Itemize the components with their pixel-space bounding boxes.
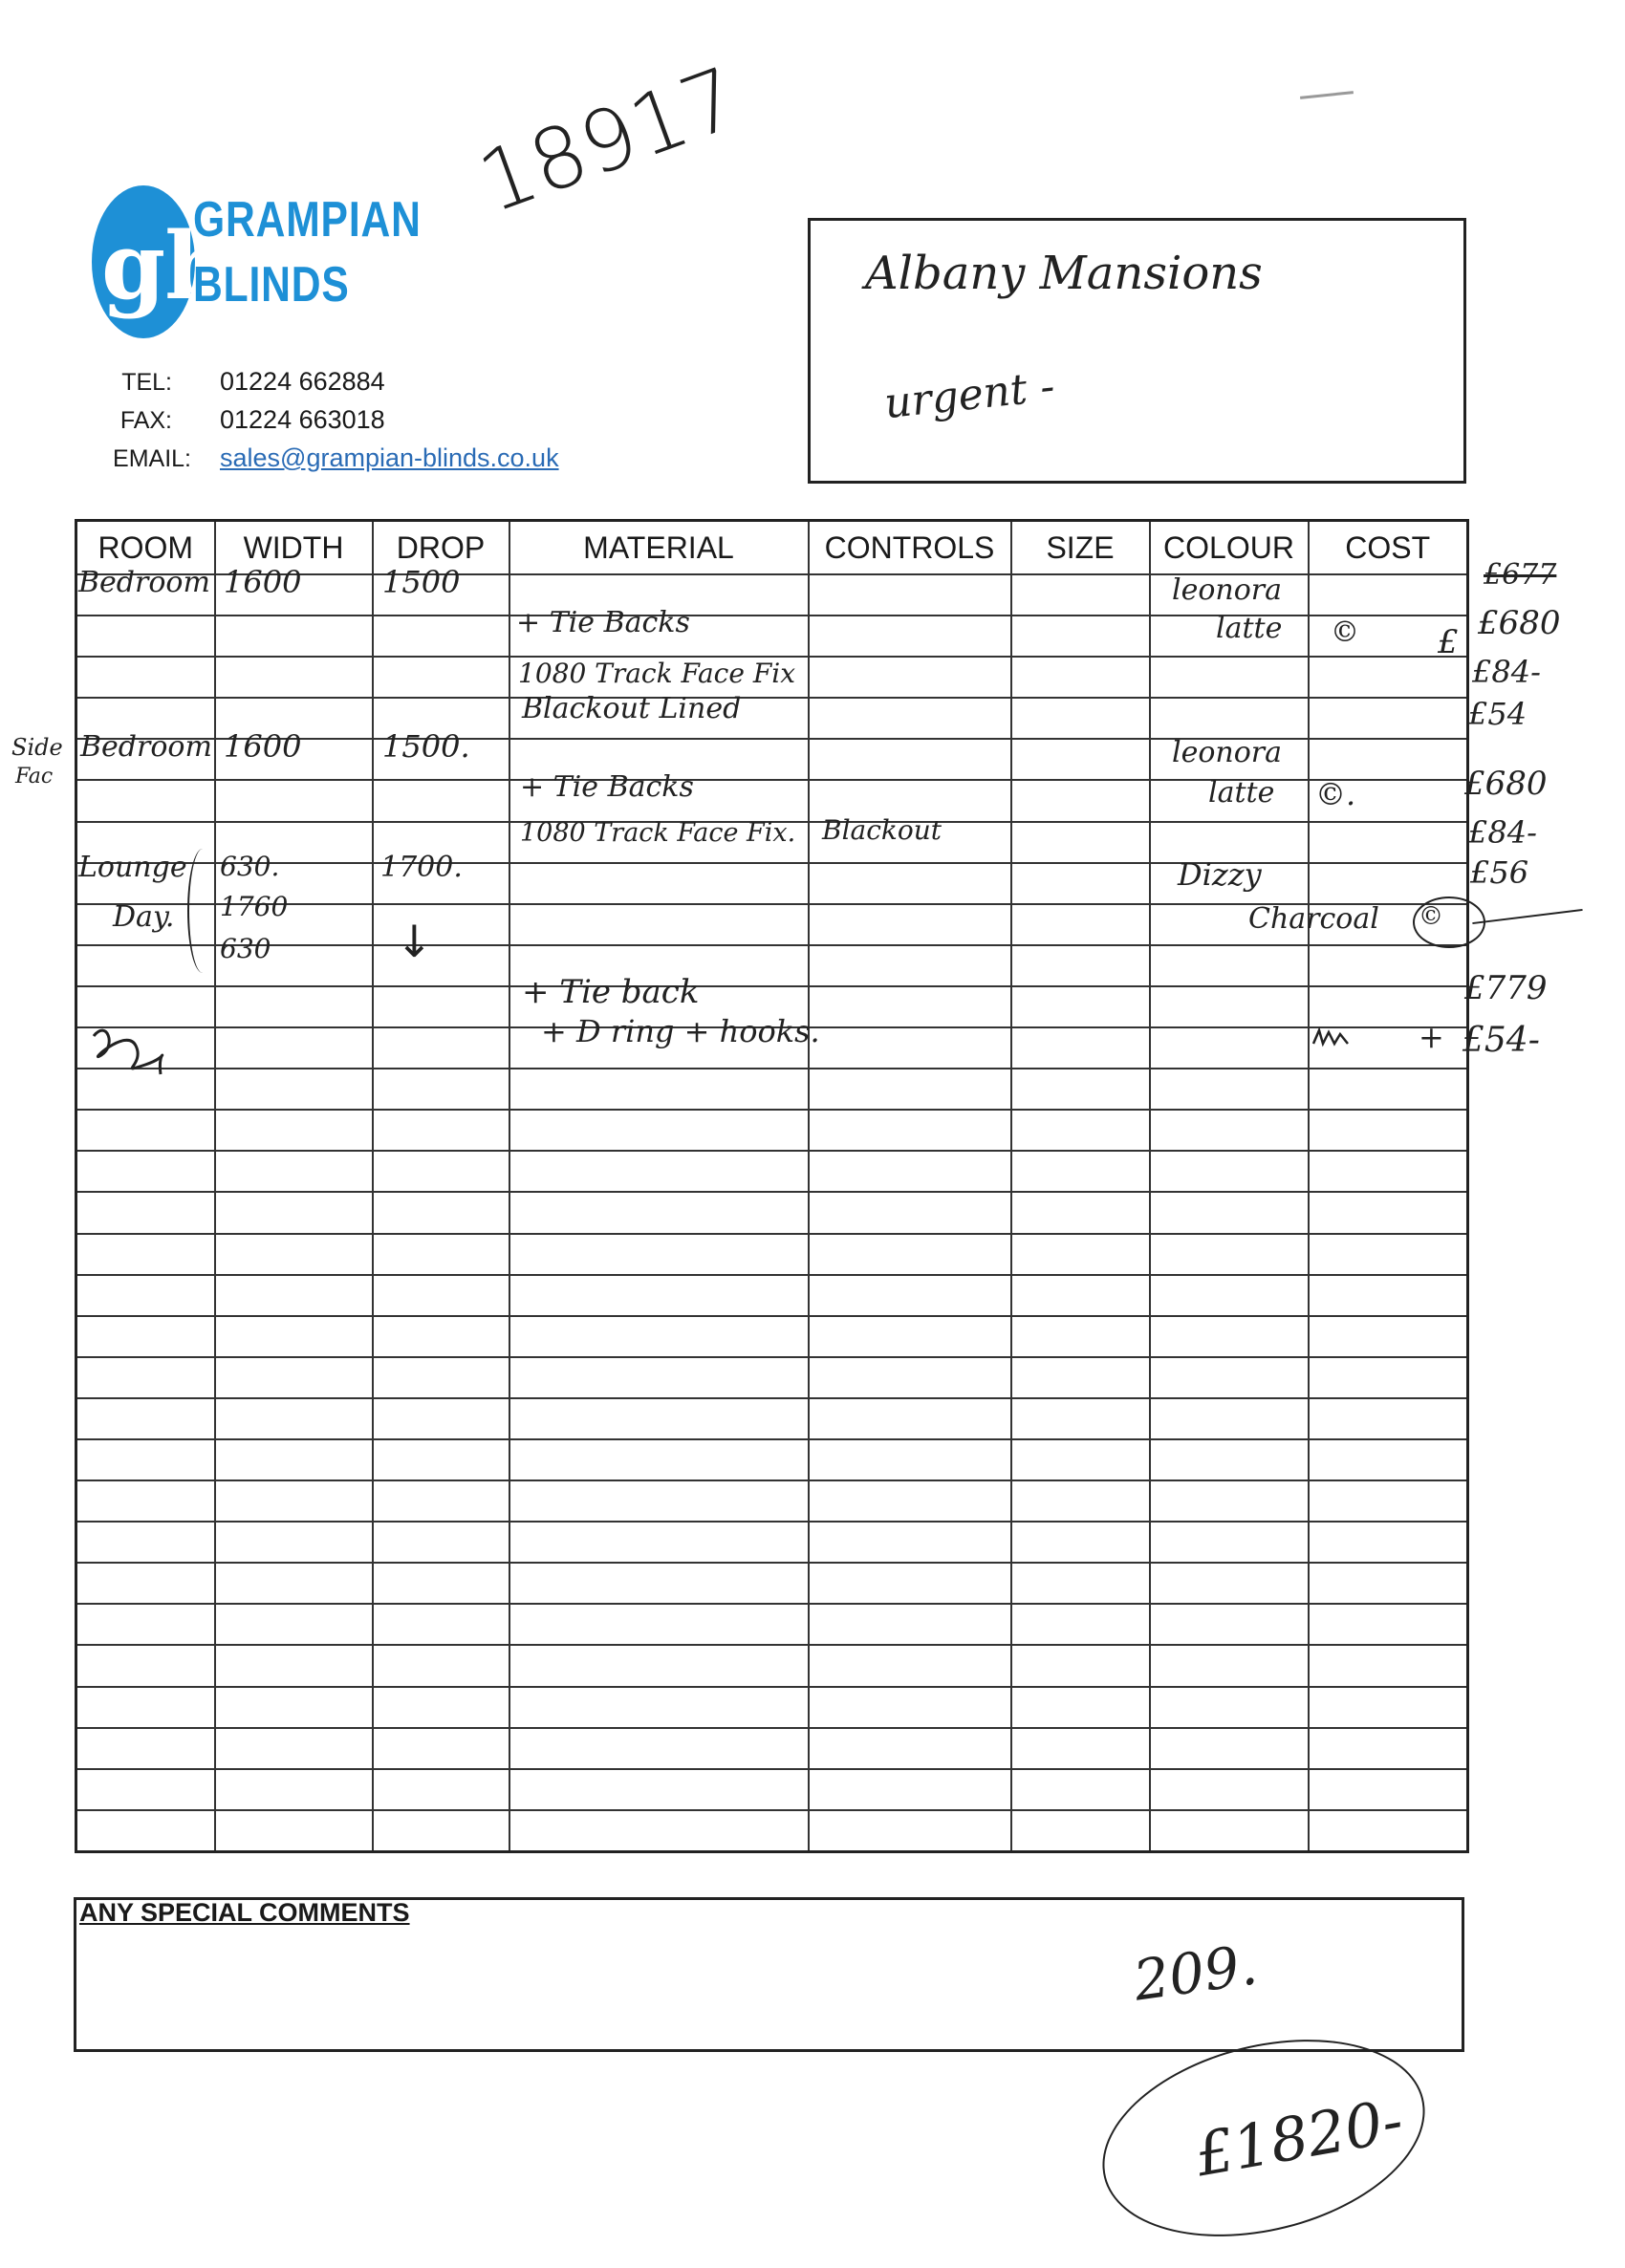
table-cell xyxy=(809,698,1011,739)
table-cell xyxy=(373,1316,509,1357)
table-cell xyxy=(1011,1110,1150,1151)
table-cell xyxy=(809,1604,1011,1645)
table-cell xyxy=(809,904,1011,945)
row9-width: 1760 xyxy=(220,891,289,922)
table-cell xyxy=(809,1563,1011,1604)
row5-drop: 1500. xyxy=(382,728,470,765)
table-cell xyxy=(1011,1687,1150,1728)
table-cell xyxy=(215,1439,373,1480)
table-cell xyxy=(1150,1810,1309,1852)
table-cell xyxy=(76,1480,215,1522)
table-cell xyxy=(1011,1069,1150,1110)
table-cell xyxy=(76,1398,215,1439)
table-cell xyxy=(1150,1563,1309,1604)
table-cell xyxy=(215,1728,373,1769)
table-cell xyxy=(809,1439,1011,1480)
table-row xyxy=(76,945,1468,986)
table-cell xyxy=(1011,1728,1150,1769)
table-cell xyxy=(809,1480,1011,1522)
table-cell xyxy=(215,1563,373,1604)
table-row xyxy=(76,1645,1468,1686)
row8-room: Lounge xyxy=(78,851,187,884)
table-cell xyxy=(509,1687,809,1728)
row5-room: Bedroom xyxy=(80,730,212,764)
table-cell xyxy=(215,657,373,698)
row10-width: 630 xyxy=(220,933,271,964)
charcoal-strike-line xyxy=(1472,909,1582,924)
table-row xyxy=(76,1275,1468,1316)
table-cell xyxy=(1309,822,1468,863)
table-row xyxy=(76,1110,1468,1151)
scribble-icon xyxy=(88,1017,164,1084)
table-cell xyxy=(509,1069,809,1110)
row6-cost: ©. xyxy=(1315,776,1356,812)
table-cell xyxy=(373,1769,509,1810)
table-cell xyxy=(76,1234,215,1275)
row9-room: Day. xyxy=(113,900,175,934)
table-cell xyxy=(809,739,1011,780)
table-cell xyxy=(509,1480,809,1522)
table-cell xyxy=(1309,1439,1468,1480)
header-drop: DROP xyxy=(373,521,509,575)
table-cell xyxy=(809,616,1011,657)
table-cell xyxy=(1150,1357,1309,1398)
table-cell xyxy=(1309,1069,1468,1110)
fax-label: FAX: xyxy=(119,407,172,434)
row7-controls: Blackout xyxy=(822,814,942,846)
table-cell xyxy=(215,1192,373,1233)
table-cell xyxy=(1309,1522,1468,1563)
header-cost: COST xyxy=(1309,521,1468,575)
table-cell xyxy=(215,1687,373,1728)
drop-arrow: ↓ xyxy=(396,916,433,967)
table-cell xyxy=(1011,1522,1150,1563)
side-note-line1: Side xyxy=(11,734,63,761)
table-cell xyxy=(373,1357,509,1398)
table-cell xyxy=(1150,1316,1309,1357)
row1-drop: 1500 xyxy=(382,564,461,600)
table-cell xyxy=(1309,1728,1468,1769)
table-row xyxy=(76,1316,1468,1357)
table-cell xyxy=(1150,1728,1309,1769)
table-cell xyxy=(1309,945,1468,986)
table-cell xyxy=(809,1192,1011,1233)
table-cell xyxy=(509,1357,809,1398)
table-cell xyxy=(1011,1645,1150,1686)
header-controls: CONTROLS xyxy=(809,521,1011,575)
table-cell xyxy=(1011,945,1150,986)
table-cell xyxy=(1150,698,1309,739)
table-cell xyxy=(215,1357,373,1398)
header-colour: COLOUR xyxy=(1150,521,1309,575)
table-cell xyxy=(1309,1151,1468,1192)
table-cell xyxy=(809,1687,1011,1728)
table-cell xyxy=(373,657,509,698)
table-cell xyxy=(215,1234,373,1275)
header-size: SIZE xyxy=(1011,521,1150,575)
table-cell xyxy=(1150,1480,1309,1522)
address-line2: urgent - xyxy=(881,361,1057,429)
table-cell xyxy=(215,1275,373,1316)
table-row xyxy=(76,1192,1468,1233)
table-cell xyxy=(809,1316,1011,1357)
fax-value: 01224 663018 xyxy=(220,405,385,434)
table-cell xyxy=(809,945,1011,986)
table-cell xyxy=(373,1563,509,1604)
table-cell xyxy=(373,1810,509,1852)
table-cell xyxy=(1011,863,1150,904)
table-cell xyxy=(1309,1480,1468,1522)
table-cell xyxy=(1309,574,1468,616)
table-cell xyxy=(509,1522,809,1563)
row7-material: 1080 Track Face Fix. xyxy=(520,818,796,848)
table-cell xyxy=(76,1604,215,1645)
table-row xyxy=(76,1563,1468,1604)
table-cell xyxy=(373,1480,509,1522)
table-row xyxy=(76,1769,1468,1810)
row5-colour: leonora xyxy=(1172,736,1283,769)
side-note-line2: Fac xyxy=(15,765,54,788)
table-cell xyxy=(215,1810,373,1852)
table-cell xyxy=(1011,1480,1150,1522)
table-cell xyxy=(215,1480,373,1522)
margin-cost-9: £54- xyxy=(1462,1021,1540,1060)
table-cell xyxy=(809,1728,1011,1769)
table-cell xyxy=(1011,1769,1150,1810)
table-cell xyxy=(809,1069,1011,1110)
margin-cost-4: £54 xyxy=(1468,696,1528,732)
table-cell xyxy=(809,1275,1011,1316)
table-cell xyxy=(1309,1316,1468,1357)
table-cell xyxy=(1150,1769,1309,1810)
table-cell xyxy=(215,1769,373,1810)
table-cell xyxy=(76,1439,215,1480)
table-cell xyxy=(76,1357,215,1398)
table-cell xyxy=(373,1275,509,1316)
table-cell xyxy=(509,1439,809,1480)
table-cell xyxy=(1309,739,1468,780)
table-cell xyxy=(1150,1645,1309,1686)
table-cell xyxy=(1150,1151,1309,1192)
scribble-mark xyxy=(1300,91,1354,99)
table-cell xyxy=(509,1769,809,1810)
table-cell xyxy=(373,1192,509,1233)
table-cell xyxy=(373,780,509,821)
row2-material: + Tie Backs xyxy=(516,606,690,639)
comments-note: 209. xyxy=(1129,1932,1262,2014)
table-cell xyxy=(373,1604,509,1645)
table-cell xyxy=(509,1398,809,1439)
table-cell xyxy=(1150,1522,1309,1563)
table-cell xyxy=(809,1151,1011,1192)
table-cell xyxy=(373,1439,509,1480)
table-cell xyxy=(373,1728,509,1769)
table-cell xyxy=(1011,780,1150,821)
table-cell xyxy=(373,986,509,1027)
table-cell xyxy=(76,1645,215,1686)
margin-cost-7: £56 xyxy=(1470,854,1529,891)
row6-material: + Tie Backs xyxy=(520,770,694,804)
table-cell xyxy=(1150,1027,1309,1069)
table-cell xyxy=(1011,739,1150,780)
table-cell xyxy=(76,1728,215,1769)
table-cell xyxy=(1011,1316,1150,1357)
table-cell xyxy=(1309,1810,1468,1852)
header-material: MATERIAL xyxy=(509,521,809,575)
lounge-bracket xyxy=(187,849,218,973)
table-cell xyxy=(809,1645,1011,1686)
table-cell xyxy=(1011,1810,1150,1852)
table-cell xyxy=(76,657,215,698)
table-cell xyxy=(809,1110,1011,1151)
margin-cost-5: £680 xyxy=(1464,765,1548,803)
table-cell xyxy=(809,986,1011,1027)
table-cell xyxy=(509,904,809,945)
table-cell xyxy=(1309,1645,1468,1686)
brand-name-line2: BLINDS xyxy=(193,257,350,313)
row9-colour: Charcoal xyxy=(1248,902,1379,936)
table-cell xyxy=(509,1275,809,1316)
table-row xyxy=(76,1480,1468,1522)
table-cell xyxy=(1309,1234,1468,1275)
table-cell xyxy=(1309,1769,1468,1810)
row1-width: 1600 xyxy=(224,564,302,600)
table-row xyxy=(76,1234,1468,1275)
table-cell xyxy=(215,1522,373,1563)
table-cell xyxy=(215,1398,373,1439)
table-cell xyxy=(215,1645,373,1686)
table-cell xyxy=(76,1151,215,1192)
table-row xyxy=(76,1604,1468,1645)
row8-drop: 1700. xyxy=(380,851,463,884)
row4-material: Blackout Lined xyxy=(522,692,742,725)
special-comments-label: ANY SPECIAL COMMENTS xyxy=(79,1898,410,1927)
table-cell xyxy=(1150,1110,1309,1151)
table-cell xyxy=(1011,1398,1150,1439)
table-cell xyxy=(1309,1110,1468,1151)
table-cell xyxy=(1011,1604,1150,1645)
table-cell xyxy=(509,863,809,904)
row3-material: 1080 Track Face Fix xyxy=(518,658,796,689)
table-cell xyxy=(1011,822,1150,863)
table-cell xyxy=(1309,1192,1468,1233)
row2-cost: © xyxy=(1331,616,1359,649)
table-cell xyxy=(215,1069,373,1110)
table-cell xyxy=(373,1687,509,1728)
table-cell xyxy=(373,1069,509,1110)
tel-value: 01224 662884 xyxy=(220,367,385,396)
row12-cost-scribble xyxy=(1311,1026,1350,1048)
table-cell xyxy=(373,945,509,986)
grand-total: £1820- xyxy=(1190,2084,1408,2191)
table-cell xyxy=(509,1316,809,1357)
table-row xyxy=(76,1398,1468,1439)
table-cell xyxy=(1011,1563,1150,1604)
table-cell xyxy=(1309,1398,1468,1439)
table-cell xyxy=(76,616,215,657)
table-cell xyxy=(1150,945,1309,986)
table-row xyxy=(76,1810,1468,1852)
table-row xyxy=(76,1069,1468,1110)
table-cell xyxy=(509,1563,809,1604)
table-row xyxy=(76,1151,1468,1192)
table-cell xyxy=(1309,1687,1468,1728)
table-cell xyxy=(809,1234,1011,1275)
table-cell xyxy=(373,616,509,657)
table-cell xyxy=(215,780,373,821)
table-cell xyxy=(215,1151,373,1192)
table-cell xyxy=(1150,1604,1309,1645)
margin-cost-8: £779 xyxy=(1464,969,1548,1007)
margin-pound-mark: £ xyxy=(1438,623,1459,661)
table-cell xyxy=(1011,698,1150,739)
table-cell xyxy=(1011,1151,1150,1192)
table-cell xyxy=(373,1522,509,1563)
table-cell xyxy=(76,1810,215,1852)
table-cell xyxy=(1150,986,1309,1027)
row12-scribble xyxy=(88,1017,164,1084)
table-cell xyxy=(1011,1192,1150,1233)
table-cell xyxy=(1309,1275,1468,1316)
table-cell xyxy=(1309,1604,1468,1645)
cost-scribble-icon xyxy=(1311,1026,1350,1048)
row9-cost-mark: © xyxy=(1419,902,1443,931)
table-cell xyxy=(76,1110,215,1151)
table-cell xyxy=(373,1234,509,1275)
table-cell xyxy=(1011,1234,1150,1275)
table-cell xyxy=(1309,698,1468,739)
table-cell xyxy=(76,1275,215,1316)
table-cell xyxy=(1011,616,1150,657)
row5-width: 1600 xyxy=(224,728,302,765)
row12-material: + D ring + hooks. xyxy=(541,1013,820,1049)
table-cell xyxy=(1011,1439,1150,1480)
header-width: WIDTH xyxy=(215,521,373,575)
table-cell xyxy=(373,904,509,945)
table-cell xyxy=(809,574,1011,616)
table-cell xyxy=(809,1810,1011,1852)
table-cell xyxy=(509,1192,809,1233)
table-cell xyxy=(373,1027,509,1069)
table-cell xyxy=(1011,574,1150,616)
table-cell xyxy=(1150,1275,1309,1316)
table-cell xyxy=(809,1522,1011,1563)
table-cell xyxy=(373,1398,509,1439)
table-cell xyxy=(509,1728,809,1769)
row11-material: + Tie back xyxy=(522,973,700,1011)
table-cell xyxy=(215,986,373,1027)
table-cell xyxy=(1150,1439,1309,1480)
table-cell xyxy=(215,1110,373,1151)
table-cell xyxy=(509,1810,809,1852)
table-cell xyxy=(809,1398,1011,1439)
table-cell xyxy=(215,1027,373,1069)
table-cell xyxy=(1150,1192,1309,1233)
row2-colour: latte xyxy=(1216,612,1283,645)
table-cell xyxy=(509,1604,809,1645)
row6-colour: latte xyxy=(1208,776,1275,810)
row1-colour: leonora xyxy=(1172,573,1283,607)
table-cell xyxy=(1150,1687,1309,1728)
table-cell xyxy=(215,1316,373,1357)
margin-cost-1: £677 xyxy=(1484,558,1557,592)
table-cell xyxy=(76,1316,215,1357)
table-row xyxy=(76,1728,1468,1769)
job-number: 18917 xyxy=(466,48,752,232)
row12-cost: + xyxy=(1419,1019,1444,1055)
brand-name-line1: GRAMPIAN xyxy=(193,192,422,248)
table-cell xyxy=(809,1769,1011,1810)
row1-room: Bedroom xyxy=(78,566,210,599)
table-row xyxy=(76,1522,1468,1563)
table-cell xyxy=(1150,657,1309,698)
table-cell xyxy=(1309,657,1468,698)
table-cell xyxy=(509,1110,809,1151)
header-room: ROOM xyxy=(76,521,215,575)
margin-cost-6: £84- xyxy=(1468,814,1537,851)
table-cell xyxy=(76,1563,215,1604)
margin-cost-3: £84- xyxy=(1472,654,1541,690)
table-cell xyxy=(76,1192,215,1233)
table-cell xyxy=(76,1769,215,1810)
order-table xyxy=(75,519,1469,1853)
table-cell xyxy=(1011,904,1150,945)
row8-width: 630. xyxy=(220,851,280,882)
table-cell xyxy=(809,1027,1011,1069)
grampian-logo-icon xyxy=(92,185,230,338)
table-cell xyxy=(215,616,373,657)
table-row xyxy=(76,1357,1468,1398)
table-cell xyxy=(509,1151,809,1192)
table-cell xyxy=(1011,986,1150,1027)
tel-label: TEL: xyxy=(121,369,172,396)
table-cell xyxy=(76,780,215,821)
row8-colour: Dizzy xyxy=(1178,856,1262,893)
table-cell xyxy=(373,1110,509,1151)
table-cell xyxy=(509,1645,809,1686)
table-row xyxy=(76,1439,1468,1480)
table-cell xyxy=(1309,1357,1468,1398)
table-cell xyxy=(809,657,1011,698)
table-cell xyxy=(1011,1027,1150,1069)
table-cell xyxy=(1309,1563,1468,1604)
table-cell xyxy=(1150,1069,1309,1110)
table-cell xyxy=(1011,1357,1150,1398)
table-cell xyxy=(809,863,1011,904)
table-row xyxy=(76,1687,1468,1728)
table-cell xyxy=(373,1151,509,1192)
table-cell xyxy=(1011,657,1150,698)
table-cell xyxy=(1150,1234,1309,1275)
table-cell xyxy=(76,1522,215,1563)
email-label: EMAIL: xyxy=(113,445,191,472)
table-cell xyxy=(509,1234,809,1275)
table-cell xyxy=(373,1645,509,1686)
table-cell xyxy=(1011,1275,1150,1316)
logo-letters: gb xyxy=(101,212,230,320)
table-cell xyxy=(76,1687,215,1728)
margin-cost-2: £680 xyxy=(1478,604,1561,642)
table-cell xyxy=(215,1604,373,1645)
email-link[interactable]: sales@grampian-blinds.co.uk xyxy=(220,443,559,472)
table-cell xyxy=(1150,1398,1309,1439)
table-cell xyxy=(809,1357,1011,1398)
address-line1: Albany Mansions xyxy=(865,247,1263,300)
